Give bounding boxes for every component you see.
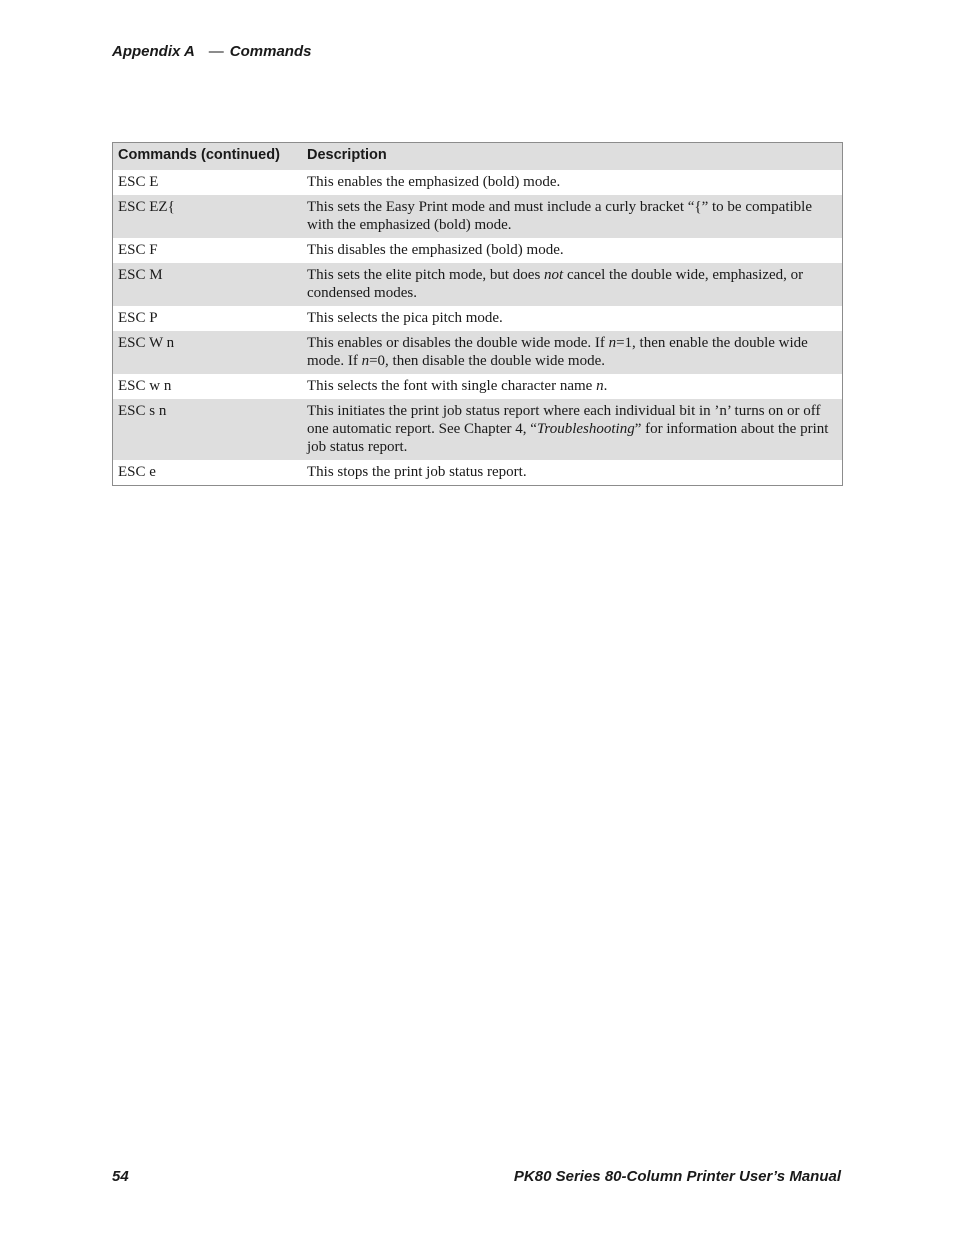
description-text: This sets the Easy Print mode and must include a curly bracket “{” to be compatible with the emphasized (bold) mode. <box>307 199 812 233</box>
description-text: This enables or disables the double wide mode. If <box>307 335 609 351</box>
description-italic-text: n <box>608 335 617 351</box>
description-text: . <box>603 378 608 394</box>
description-cell <box>297 374 843 399</box>
description-italic-text: n <box>361 353 370 369</box>
description-cell <box>297 263 843 306</box>
command-cell: ESC F <box>118 242 158 258</box>
description-text: =1, then enable the double wide mode. If <box>307 335 808 369</box>
table-row <box>113 238 843 263</box>
description-text: =0, then disable the double wide mode. <box>369 353 605 369</box>
description-cell <box>297 331 843 374</box>
description-cell <box>297 238 843 263</box>
header-section: Appendix A <box>112 43 195 60</box>
description-cell <box>297 460 843 486</box>
header-chapter: Commands <box>229 43 312 60</box>
table-header-row <box>113 143 843 171</box>
description-cell <box>297 399 843 460</box>
command-cell: ESC M <box>113 263 298 306</box>
command-cell: ESC E <box>118 174 159 190</box>
table-row <box>113 170 843 195</box>
commands-column-header: Commands (continued) <box>113 143 298 171</box>
description-column-header: Description <box>297 143 843 171</box>
manual-title: PK80 Series 80-Column Printer User’s Manual <box>513 1168 841 1185</box>
description-italic-text: n <box>596 378 604 394</box>
command-cell: ESC W n <box>113 331 298 374</box>
command-cell: ESC s n <box>113 399 298 460</box>
table-row <box>113 263 843 306</box>
table-row <box>113 460 843 486</box>
header-dash: — <box>208 43 224 60</box>
description-italic-text: not <box>544 267 564 283</box>
table-row <box>113 399 843 460</box>
description-cell <box>297 306 843 331</box>
table-body <box>113 170 843 486</box>
description-italic-text: Troubleshooting <box>536 421 635 437</box>
description-text: This stops the print job status report. <box>307 464 527 480</box>
command-cell: ESC e <box>118 464 156 480</box>
description-text: ” for information about the print job status report. <box>307 421 829 455</box>
commands-table <box>112 142 843 486</box>
description-text: This initiates the print job status report where each individual bit in ’n’ turns on or off one automatic report. See Chapter 4, “ <box>307 403 821 437</box>
table-row <box>113 374 843 399</box>
table-row <box>113 331 843 374</box>
description-text: This disables the emphasized (bold) mode. <box>307 242 564 258</box>
description-text: This selects the pica pitch mode. <box>307 310 503 326</box>
description-cell <box>297 170 843 195</box>
command-cell: ESC P <box>118 310 158 326</box>
command-cell: ESC EZ{ <box>113 195 298 238</box>
page-number: 54 <box>112 1168 129 1185</box>
description-cell <box>297 195 843 238</box>
table-row <box>113 306 843 331</box>
description-text: This selects the font with single character name <box>307 378 597 394</box>
description-text: This enables the emphasized (bold) mode. <box>307 174 561 190</box>
running-header <box>112 43 311 60</box>
description-text: This sets the elite pitch mode, but does <box>307 267 545 283</box>
table-row <box>113 195 843 238</box>
description-text: cancel the double wide, emphasized, or condensed modes. <box>307 267 804 301</box>
command-cell: ESC w n <box>118 378 172 394</box>
